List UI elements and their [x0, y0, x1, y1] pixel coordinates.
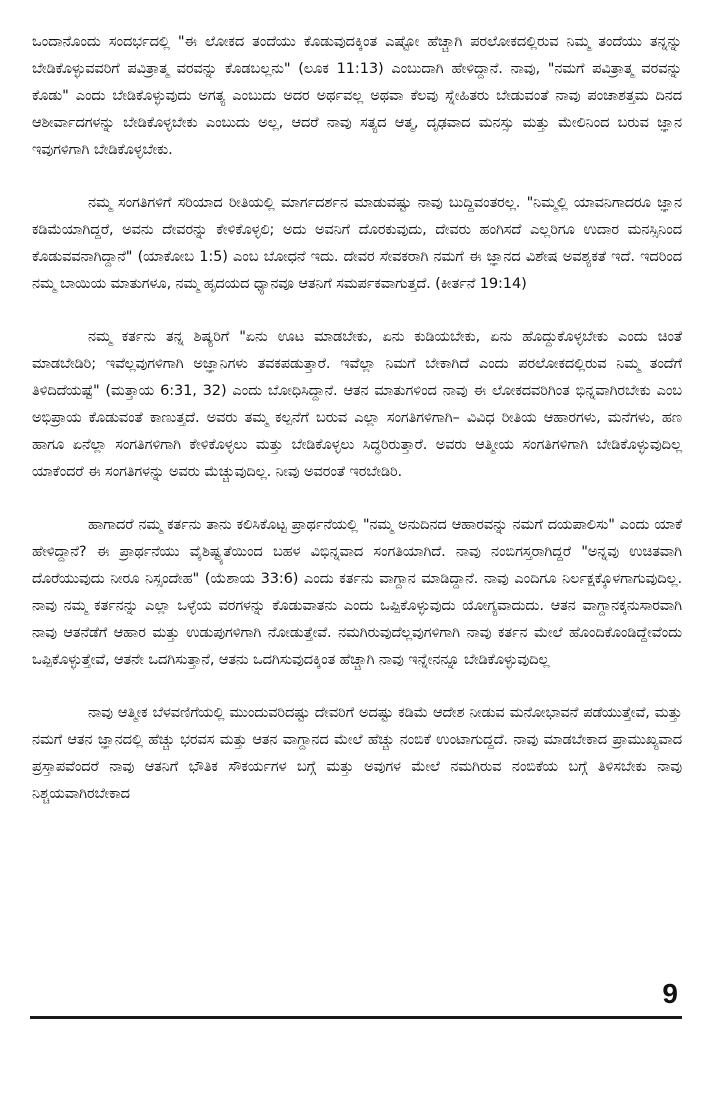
footer-divider — [30, 1016, 682, 1019]
page-number: 9 — [662, 978, 678, 1009]
paragraph-3: ನಮ್ಮ ಕರ್ತನು ತನ್ನ ಶಿಷ್ಯರಿಗೆ "ಏನು ಊಟ ಮಾಡಬೇಕು, ಏನು ಕುಡಿಯಬೇಕು, ಏನು ಹೊದ್ದುಕೊಳ್ಳಬೇಕು ಎಂದು ಚಿಂತೆ ಮಾಡಬೇಡಿರಿ; ಇವೆಲ್ಲವುಗಳಿಗಾಗಿ ಅಜ್ಞಾನಿಗಳು ತವಕಪಡುತ್ತಾರೆ. ಇವೆಲ್ಲಾ ನಿಮಗೆ ಬೇಕಾಗಿದೆ ಎಂದು ಪರಲೋಕದಲ್ಲಿರುವ ನಿಮ್ಮ ತಂದೆಗೆ ತಿಳಿದಿದೆಯಷ್ಟೆ" (ಮತ್ತಾಯ 6:31, 32) ಎಂದು ಬೋಧಿಸಿದ್ದಾನೆ. ಆತನ ಮಾತುಗಳಿಂದ ನಾವು ಈ ಲೋಕದವರಿಗಿಂತ ಭಿನ್ನವಾಗಿರಬೇಕು ಎಂಬ ಅಭಿಪ್ರಾಯ ಕೊಡುವಂತೆ ಕಾಣುತ್ತದೆ. ಅವರು ತಮ್ಮ ಕಲ್ಪನೆಗೆ ಬರುವ ಎಲ್ಲಾ ಸಂಗತಿಗಳಿಗಾಗಿ– ವಿವಿಧ ರೀತಿಯ ಆಹಾರಗಳು, ಮನೆಗಳು, ಹಣ ಹಾಗೂ ಏನೆಲ್ಲಾ ಸಂಗತಿಗಳಿಗಾಗಿ ಕೇಳಿಕೊಳ್ಳಲು ಮತ್ತು ಬೇಡಿಕೊಳ್ಳಲು ಸಿದ್ಧರಿರುತ್ತಾರೆ. ಅವರು ಆತ್ಮೀಯ ಸಂಗತಿಗಳಿಗಾಗಿ ಬೇಡಿಕೊಳ್ಳುವುದಿಲ್ಲ ಯಾಕೆಂದರೆ ಈ ಸಂಗತಿಗಳನ್ನು ಅವರು ಮೆಚ್ಚುವುದಿಲ್ಲ. ನೀವು ಅವರಂತೆ ಇರಬೇಡಿರಿ. — [32, 328, 682, 480]
paragraph-2: ನಮ್ಮ ಸಂಗತಿಗಳಿಗೆ ಸರಿಯಾದ ರೀತಿಯಲ್ಲಿ ಮಾರ್ಗದರ್ಶನ ಮಾಡುವಷ್ಟು ನಾವು ಬುದ್ದಿವಂತರಲ್ಲ. "ನಿಮ್ಮಲ್ಲಿ ಯಾವನಿಗಾದರೂ ಜ್ಞಾನ ಕಡಿಮೆಯಾಗಿದ್ದರೆ, ಅವನು ದೇವರನ್ನು ಕೇಳಿಕೊಳ್ಳಲಿ; ಅದು ಅವನಿಗೆ ದೊರಕುವುದು, ದೇವರು ಹಂಗಿಸದೆ ಎಲ್ಲರಿಗೂ ಉದಾರ ಮನಸ್ಸಿನಿಂದ ಕೊಡುವವನಾಗಿದ್ದಾನೆ" (ಯಾಕೋಬ 1:5) ಎಂಬ ಬೋಧನೆ ಇದು. ದೇವರ ಸೇವಕರಾಗಿ ನಮಗೆ ಈ ಜ್ಞಾನದ ವಿಶೇಷ ಅವಶ್ಯಕತೆ ಇದೆ. ಇದರಿಂದ ನಮ್ಮ ಬಾಯಿಯ ಮಾತುಗಳೂ, ನಮ್ಮ ಹೃದಯದ ಧ್ಯಾನವೂ ಆತನಿಗೆ ಸಮರ್ಪಕವಾಗುತ್ತದೆ. (ಕೀರ್ತನೆ 19:14) — [32, 194, 682, 292]
paragraph-1: ಒಂದಾನೊಂದು ಸಂದರ್ಭದಲ್ಲಿ "ಈ ಲೋಕದ ತಂದೆಯು ಕೊಡುವುದಕ್ಕಿಂತ ಎಷ್ಟೋ ಹೆಚ್ಚಾಗಿ ಪರಲೋಕದಲ್ಲಿರುವ ನಿಮ್ಮ ತಂದೆಯು ತನ್ನನ್ನು ಬೇಡಿಕೊಳ್ಳುವವರಿಗೆ ಪವಿತ್ರಾತ್ಮ ವರವನ್ನು ಕೊಡಬಲ್ಲನು" (ಲೂಕ 11:13) ಎಂಬುದಾಗಿ ಹೇಳಿದ್ದಾನೆ. ನಾವು, "ನಮಗೆ ಪವಿತ್ರಾತ್ಮ ವರವನ್ನು ಕೊಡು" ಎಂದು ಬೇಡಿಕೊಳ್ಳುವುದು ಅಗತ್ಯ ಎಂಬುದು ಅದರ ಅರ್ಥವಲ್ಲ ಅಥವಾ ಕೆಲವು ಸ್ನೇಹಿತರು ಬೇಡುವಂತೆ ನಾವು ಪಂಚಾಶತ್ತಮ ದಿನದ ಆಶೀರ್ವಾದಗಳನ್ನು ಬೇಡಿಕೊಳ್ಳಬೇಕು ಎಂಬುದು ಅಲ್ಲ, ಆದರೆ ನಾವು ಸತ್ಯದ ಆತ್ಮ, ದೃಢವಾದ ಮನಸ್ಸು ಮತ್ತು ಮೇಲಿನಿಂದ ಬರುವ ಜ್ಞಾನ ಇವುಗಳಿಗಾಗಿ ಬೇಡಿಕೊಳ್ಳಬೇಕು. — [32, 33, 682, 158]
paragraph-4: ಹಾಗಾದರೆ ನಮ್ಮ ಕರ್ತನು ತಾನು ಕಲಿಸಿಕೊಟ್ಟ ಪ್ರಾರ್ಥನೆಯಲ್ಲಿ "ನಮ್ಮ ಅನುದಿನದ ಆಹಾರವನ್ನು ನಮಗೆ ದಯಪಾಲಿಸು" ಎಂದು ಯಾಕೆ ಹೇಳಿದ್ದಾನೆ? ಈ ಪ್ರಾರ್ಥನೆಯು ವೈಶಿಷ್ಟ್ಯತೆಯಿಂದ ಬಹಳ ವಿಭಿನ್ನವಾದ ಸಂಗತಿಯಾಗಿದೆ. ನಾವು ನಂಬಿಗಸ್ತರಾಗಿದ್ದರೆ "ಅನ್ನವು ಉಚಿತವಾಗಿ ದೊರೆಯುವುದು ನೀರೂ ನಿಸ್ಸಂದೇಹ" (ಯೆಶಾಯ 33:6) ಎಂದು ಕರ್ತನು ವಾಗ್ದಾನ ಮಾಡಿದ್ದಾನೆ. ನಾವು ಎಂದಿಗೂ ನಿರ್ಲಕ್ಷಕ್ಕೊಳಗಾಗುವುದಿಲ್ಲ. ನಾವು ನಮ್ಮ ಕರ್ತನನ್ನು ಎಲ್ಲಾ ಒಳ್ಳೆಯ ವರಗಳನ್ನು ಕೊಡುವಾತನು ಎಂದು ಒಪ್ಪಿಕೊಳ್ಳುವುದು ಯೋಗ್ಯವಾದುದು. ಆತನ ವಾಗ್ದಾನಕ್ಕನುಸಾರವಾಗಿ ನಾವು ಆತನೆಡೆಗೆ ಆಹಾರ ಮತ್ತು ಉಡುಪುಗಳಿಗಾಗಿ ನೋಡುತ್ತೇವೆ. ನಮಗಿರುವುದೆಲ್ಲವುಗಳಿಗಾಗಿ ನಾವು ಕರ್ತನ ಮೇಲೆ ಹೊಂದಿಕೊಂಡಿದ್ದೇವೆಂದು ಒಪ್ಪಿಕೊಳ್ಳುತ್ತೇವೆ, ಆತನೇ ಒದಗಿಸುತ್ತಾನೆ, ಆತನು ಒದಗಿಸುವುದಕ್ಕಿಂತ ಹೆಚ್ಚಾಗಿ ನಾವು ಇನ್ನೇನನ್ನೂ ಬೇಡಿಕೊಳ್ಳುವುದಿಲ್ಲ — [32, 516, 682, 668]
paragraph-5: ನಾವು ಆತ್ಮೀಕ ಬೆಳವಣಿಗೆಯಲ್ಲಿ ಮುಂದುವರಿದಷ್ಟು ದೇವರಿಗೆ ಅದಷ್ಟು ಕಡಿಮೆ ಆದೇಶ ನೀಡುವ ಮನೋಭಾವನೆ ಪಡೆಯುತ್ತೇವೆ, ಮತ್ತು ನಮಗೆ ಆತನ ಜ್ಞಾನದಲ್ಲಿ ಹೆಚ್ಚು ಭರವಸ ಮತ್ತು ಆತನ ವಾಗ್ದಾನದ ಮೇಲೆ ಹೆಚ್ಚು ನಂಬಿಕೆ ಉಂಟಾಗುದ್ದದೆ. ನಾವು ಮಾಡಬೇಕಾದ ಪ್ರಾಮುಖ್ಯವಾದ ಪ್ರಸ್ತಾಪವೆಂದರೆ ನಾವು ಆತನಿಗೆ ಭೌತಿಕ ಸೌಕರ್ಯಗಳ ಬಗ್ಗೆ ಮತ್ತು ಅವುಗಳ ಮೇಲೆ ನಮಗಿರುವ ನಂಬಿಕೆಯ ಬಗ್ಗೆ ತಿಳಿಸಬೇಕು ನಾವು ನಿಶ್ಚಯವಾಗಿರಬೇಕಾದ — [32, 704, 682, 802]
body-text — [32, 28, 682, 833]
